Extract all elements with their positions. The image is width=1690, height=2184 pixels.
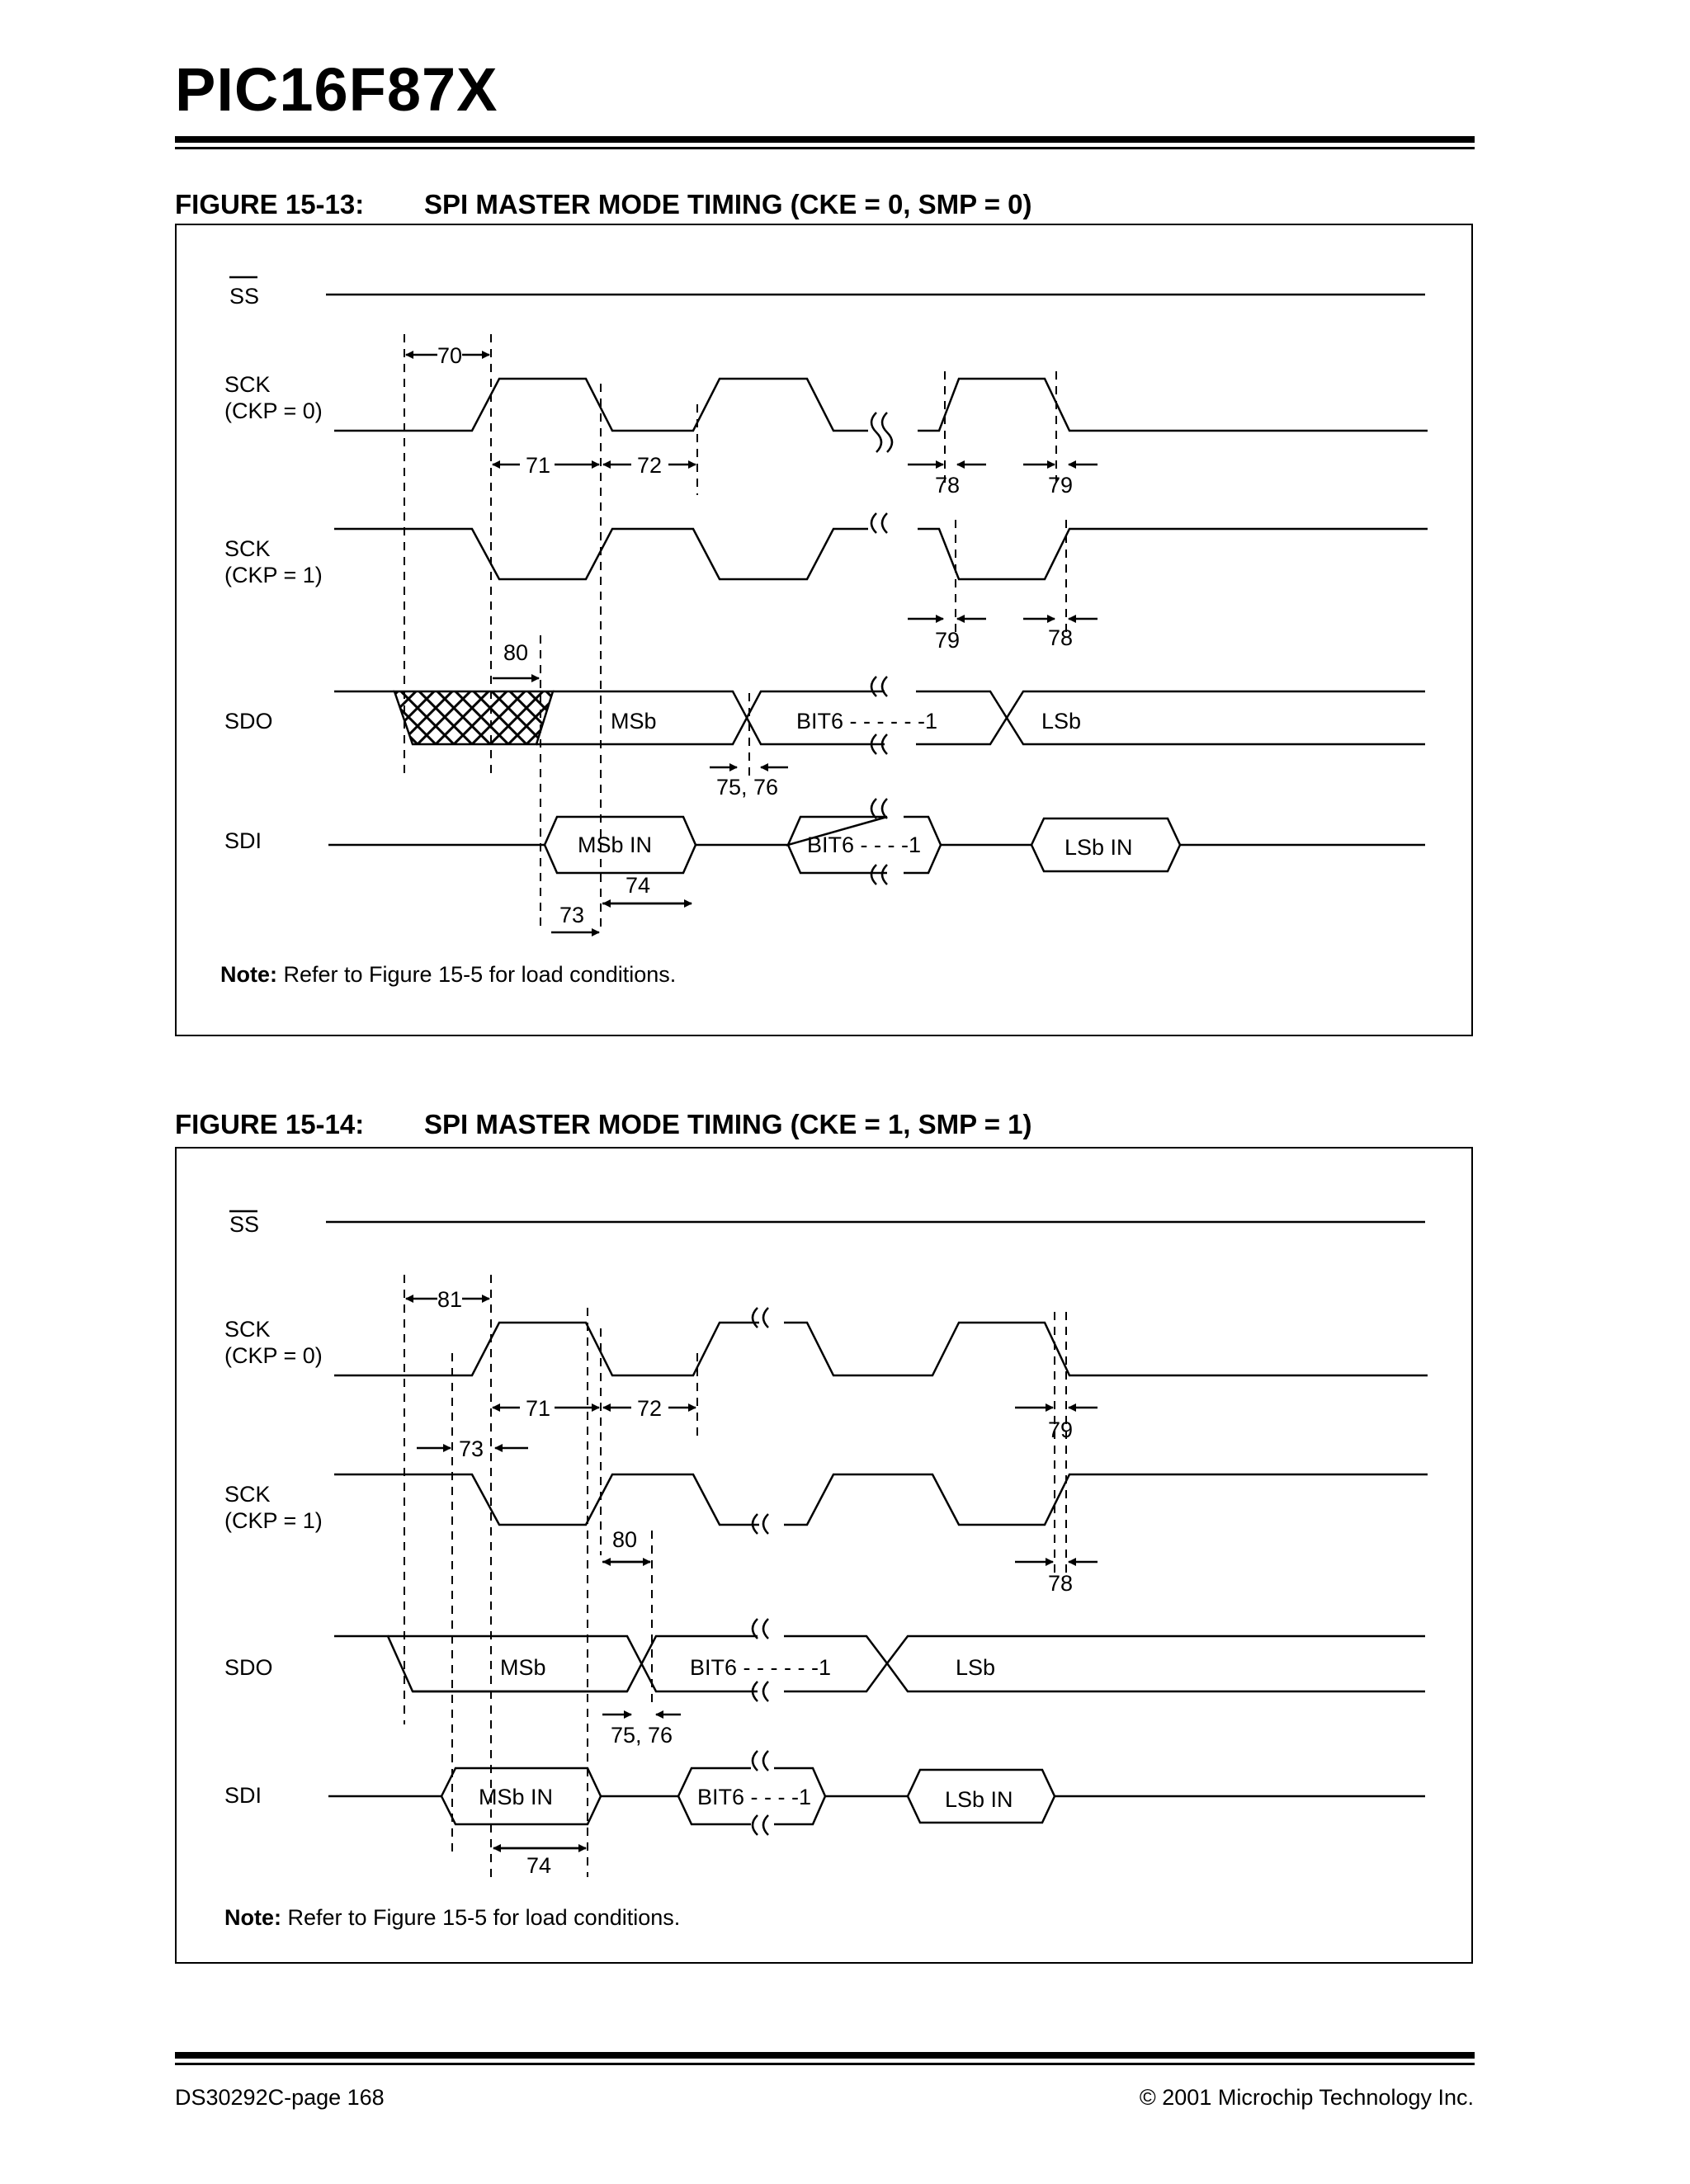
fig1-data-msb-in: MSb IN — [578, 833, 653, 857]
fig1-timing-79a: 79 — [1048, 473, 1074, 498]
fig1-data-lsb-in: LSb IN — [1065, 835, 1133, 860]
fig2-timing-72: 72 — [637, 1396, 663, 1421]
fig2-label-ckp0: (CKP = 0) — [224, 1343, 323, 1368]
fig1-label-sck-b: SCK — [224, 536, 271, 561]
fig1-data-lsb: LSb — [1041, 709, 1082, 734]
fig1-timing-71: 71 — [526, 453, 551, 478]
figure-2-number: FIGURE 15-14: — [175, 1109, 365, 1139]
fig1-label-ckp0: (CKP = 0) — [224, 399, 323, 423]
fig1-timing-80: 80 — [503, 640, 529, 665]
fig2-timing-73: 73 — [459, 1436, 484, 1461]
fig1-note-text: Refer to Figure 15-5 for load conditions. — [277, 962, 677, 987]
fig2-label-sck-b: SCK — [224, 1482, 271, 1507]
fig1-timing-74: 74 — [625, 873, 651, 898]
figure-1-number: FIGURE 15-13: — [175, 189, 365, 219]
fig2-note-bold: Note: — [224, 1905, 281, 1930]
fig1-timing-73: 73 — [559, 903, 585, 927]
fig1-timing-72: 72 — [637, 453, 663, 478]
fig2-sck1-wave — [334, 1474, 759, 1525]
fig2-timing-78: 78 — [1048, 1571, 1074, 1596]
fig1-guides — [404, 334, 1066, 928]
footer-copyright: © 2001 Microchip Technology Inc. — [1139, 2085, 1474, 2110]
fig1-timing-7576: 75, 76 — [716, 775, 779, 800]
fig2-timing-79: 79 — [1048, 1417, 1074, 1442]
fig2-label-sck: SCK — [224, 1317, 271, 1342]
footer-rule-thin — [175, 2063, 1475, 2065]
fig1-break-marks — [871, 413, 892, 884]
fig2-data-msb: MSb — [500, 1655, 546, 1680]
fig1-sck1-wave-b — [918, 529, 1428, 579]
fig2-data-lsb: LSb — [956, 1655, 996, 1680]
figure-1-diagram — [229, 277, 1428, 873]
fig1-sdo-invalid — [394, 691, 553, 744]
fig2-data-msb-in: MSb IN — [479, 1785, 554, 1809]
fig1-timing-78b: 78 — [1048, 625, 1074, 650]
fig2-note — [224, 1905, 680, 1930]
fig2-timing-74: 74 — [526, 1853, 552, 1878]
page-title: PIC16F87X — [175, 55, 498, 124]
fig1-timing-70: 70 — [437, 343, 463, 368]
fig2-timing-7576: 75, 76 — [611, 1723, 673, 1748]
figure-2-diagram — [229, 1211, 1428, 1824]
fig1-label-ckp1: (CKP = 1) — [224, 563, 323, 587]
fig2-data-lsb-in: LSb IN — [945, 1787, 1013, 1812]
fig2-data-bit6: BIT6 - - - - - -1 — [690, 1655, 831, 1680]
figure-1-caption: SPI MASTER MODE TIMING (CKE = 0, SMP = 0) — [424, 189, 1032, 219]
fig2-sck0-wave — [334, 1323, 759, 1375]
figure-2-caption: SPI MASTER MODE TIMING (CKE = 1, SMP = 1) — [424, 1109, 1032, 1139]
fig2-label-sdi: SDI — [224, 1783, 262, 1808]
fig1-data-bit6: BIT6 - - - - - -1 — [796, 709, 937, 734]
fig1-label-sdo: SDO — [224, 709, 273, 734]
fig1-data-bit6-in: BIT6 - - - -1 — [807, 833, 922, 857]
fig1-timing-78a: 78 — [935, 473, 961, 498]
fig2-label-sdo: SDO — [224, 1655, 273, 1680]
fig2-timing-71: 71 — [526, 1396, 551, 1421]
fig1-data-msb: MSb — [611, 709, 657, 734]
fig2-label-ckp1: (CKP = 1) — [224, 1508, 323, 1533]
fig2-arrows — [406, 1299, 1098, 1848]
fig2-note-text: Refer to Figure 15-5 for load conditions. — [281, 1905, 681, 1930]
fig2-timing-80: 80 — [612, 1527, 638, 1552]
fig2-label-ss: SS — [229, 1212, 260, 1237]
fig2-break-marks — [753, 1308, 768, 1835]
fig1-label-sdi: SDI — [224, 828, 262, 853]
fig1-label-sck: SCK — [224, 372, 271, 397]
footer-page-number: DS30292C-page 168 — [175, 2085, 385, 2110]
fig1-timing-79b: 79 — [935, 628, 961, 653]
fig1-note — [220, 962, 676, 987]
fig1-sck0-wave-b — [918, 379, 1428, 431]
fig2-timing-81: 81 — [437, 1287, 463, 1312]
footer-rule-thick — [175, 2052, 1475, 2059]
fig2-data-bit6-in: BIT6 - - - -1 — [697, 1785, 812, 1809]
fig1-note-bold: Note: — [220, 962, 277, 987]
fig1-label-ss: SS — [229, 284, 260, 309]
